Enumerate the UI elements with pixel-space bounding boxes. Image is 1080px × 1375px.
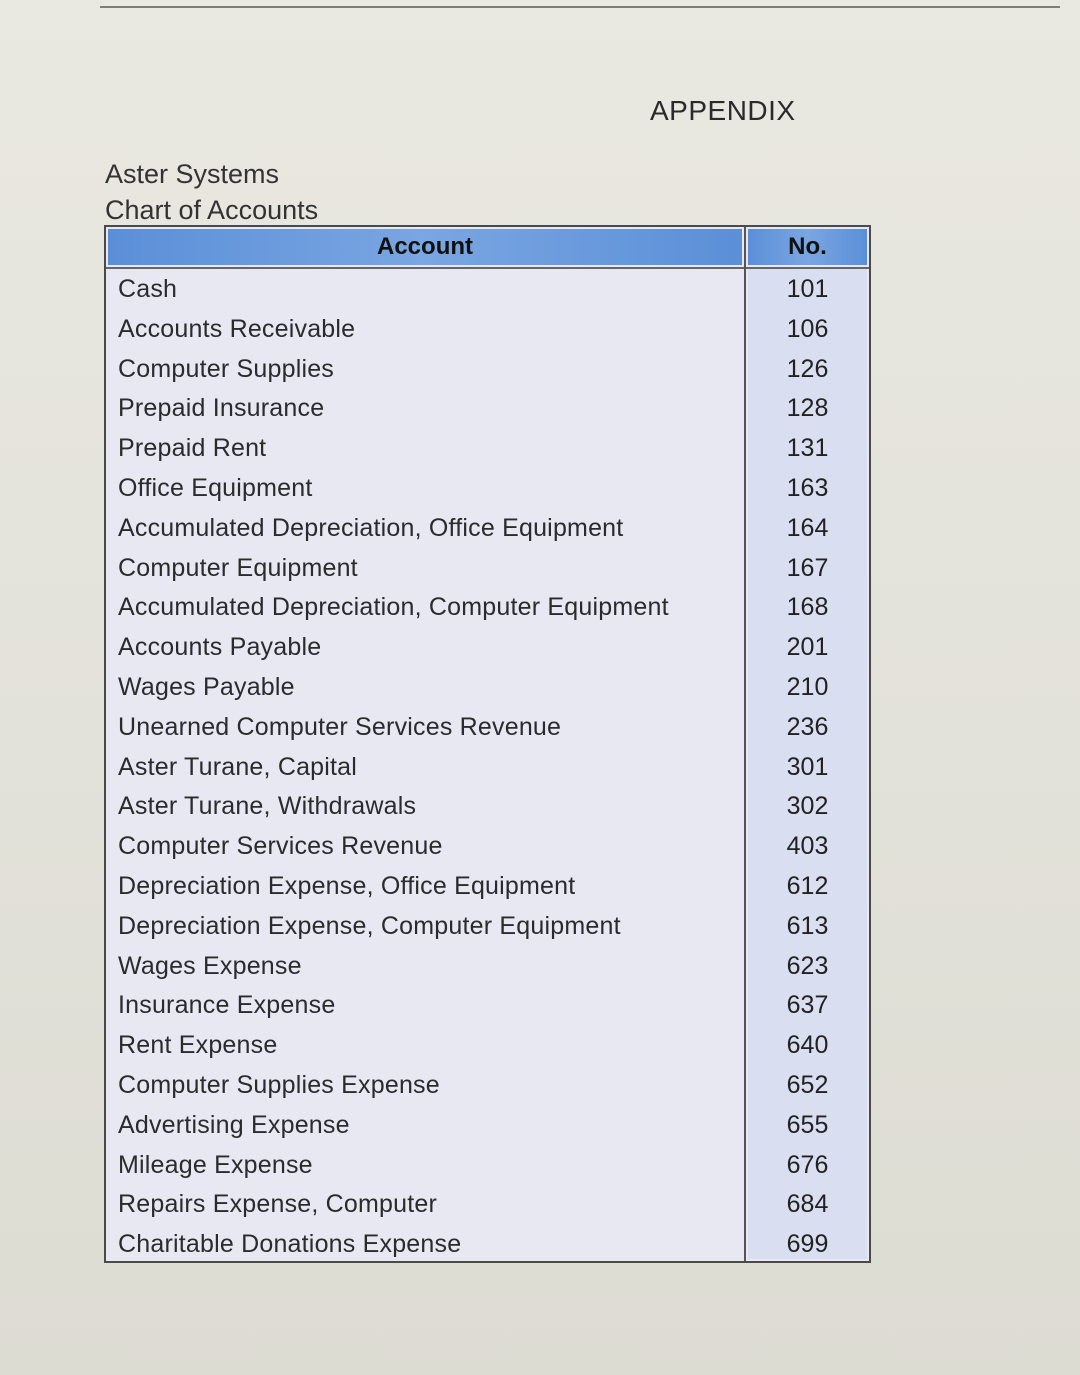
account-name: Prepaid Insurance (118, 394, 325, 423)
account-number: 164 (786, 513, 829, 542)
account-number: 131 (786, 434, 829, 463)
table-row (106, 830, 869, 870)
account-name: Wages Payable (118, 672, 295, 701)
account-number: 684 (786, 1190, 829, 1219)
table-row (106, 353, 869, 393)
account-name: Computer Supplies Expense (118, 1070, 440, 1099)
account-name: Mileage Expense (118, 1150, 313, 1179)
account-name: Advertising Expense (118, 1110, 350, 1139)
account-number: 106 (786, 314, 829, 343)
account-number: 612 (786, 871, 829, 900)
appendix-heading: APPENDIX (650, 95, 796, 126)
table-row (106, 273, 869, 313)
top-divider (100, 6, 1060, 8)
table-row (106, 313, 869, 353)
account-number: 236 (786, 712, 829, 741)
account-name: Wages Expense (118, 951, 302, 980)
account-number: 302 (786, 792, 829, 821)
table-row (106, 392, 869, 432)
account-number: 101 (786, 275, 829, 303)
account-name: Accounts Receivable (118, 314, 356, 343)
table-row (106, 671, 869, 711)
account-name: Depreciation Expense, Office Equipment (118, 871, 576, 900)
account-number: 201 (786, 633, 829, 662)
table-row (106, 472, 869, 512)
account-number: 699 (786, 1230, 829, 1259)
table-row (106, 711, 869, 751)
account-number: 163 (786, 473, 829, 502)
document-header (105, 156, 318, 228)
account-name: Accumulated Depreciation, Office Equipment (118, 513, 624, 542)
table-row (106, 512, 869, 552)
table-row (106, 751, 869, 791)
chart-of-accounts-table (104, 225, 871, 1263)
table-row (106, 870, 869, 910)
table-row (106, 631, 869, 671)
table-row (106, 1069, 869, 1109)
table-row (106, 790, 869, 830)
account-number: 676 (786, 1150, 829, 1179)
account-number: 637 (786, 991, 829, 1020)
account-number: 403 (786, 832, 829, 861)
account-number: 301 (786, 752, 829, 781)
table-row (106, 591, 869, 631)
account-name: Insurance Expense (118, 991, 336, 1020)
table-row (106, 1228, 869, 1268)
account-name: Computer Equipment (118, 553, 358, 582)
table-row (106, 1029, 869, 1069)
account-name: Cash (118, 275, 178, 303)
table-row (106, 432, 869, 472)
account-name: Unearned Computer Services Revenue (118, 712, 562, 741)
account-name: Office Equipment (118, 473, 313, 502)
account-number: 210 (786, 672, 829, 701)
table-row (106, 1109, 869, 1149)
document-title: Chart of Accounts (105, 195, 319, 225)
table-row (106, 989, 869, 1029)
account-name: Prepaid Rent (118, 434, 267, 463)
account-name: Aster Turane, Withdrawals (118, 792, 417, 821)
account-number: 126 (786, 354, 829, 383)
table-row (106, 552, 869, 592)
table-body (106, 273, 869, 1268)
header-divider (106, 267, 869, 269)
account-number: 128 (786, 394, 829, 423)
account-number: 168 (786, 593, 829, 622)
account-name: Computer Supplies (118, 354, 335, 383)
account-name: Rent Expense (118, 1031, 278, 1060)
table-row (106, 910, 869, 950)
column-header-number: No. (748, 229, 867, 265)
table-row (106, 1149, 869, 1189)
account-name: Computer Services Revenue (118, 832, 443, 861)
table-row (106, 950, 869, 990)
account-number: 167 (786, 553, 829, 582)
account-name: Aster Turane, Capital (118, 752, 358, 781)
account-name: Accounts Payable (118, 633, 322, 662)
account-number: 655 (786, 1110, 829, 1139)
account-name: Repairs Expense, Computer (118, 1190, 438, 1219)
account-name: Charitable Donations Expense (118, 1230, 462, 1259)
account-name: Depreciation Expense, Computer Equipment (118, 911, 621, 940)
account-number: 613 (786, 911, 829, 940)
table-row (106, 1188, 869, 1228)
account-number: 623 (786, 951, 829, 980)
account-number: 652 (786, 1070, 829, 1099)
company-name: Aster Systems (105, 159, 280, 189)
column-header-account: Account (108, 229, 742, 265)
account-number: 640 (786, 1031, 829, 1060)
account-name: Accumulated Depreciation, Computer Equipment (118, 593, 669, 622)
